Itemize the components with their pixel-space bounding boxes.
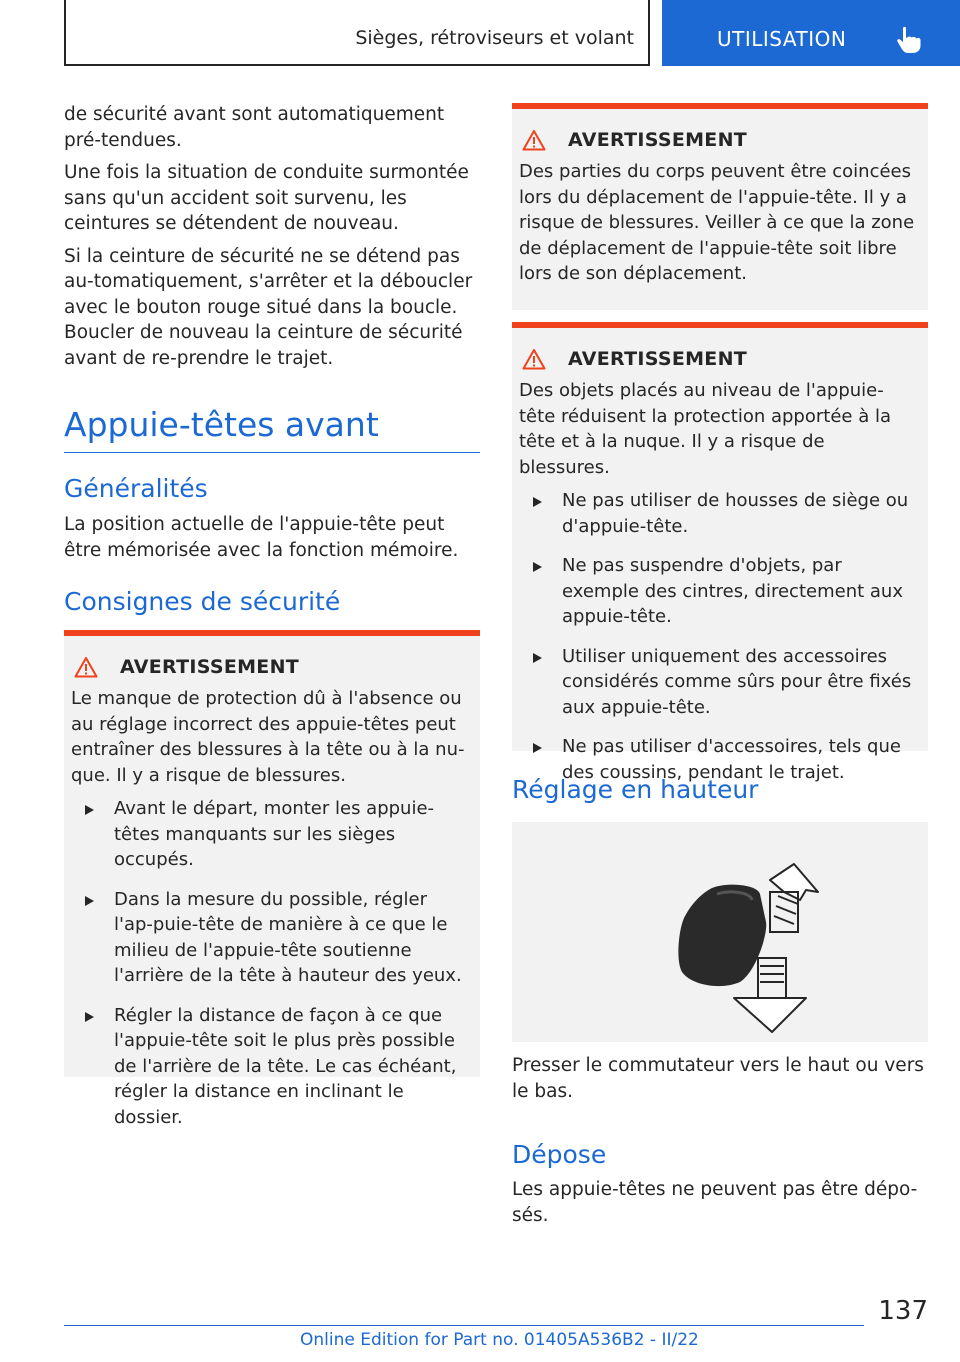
hand-pointer-icon	[895, 25, 923, 55]
list-item: Régler la distance de façon à ce que l'appuie-tête soit le plus près possible de l'arrière de la tête. Le cas échéant, régler la distance en inclinant le dossier.	[78, 1003, 470, 1131]
bullet-arrow-icon	[85, 896, 94, 906]
bullet-arrow-icon	[85, 805, 94, 815]
headrest-switch-illustration	[512, 822, 928, 1042]
warning-triangle-icon	[522, 348, 546, 370]
warning-list	[519, 488, 918, 785]
section-heading: Appuie-têtes avant	[64, 405, 379, 444]
bullet-arrow-icon	[533, 497, 542, 507]
warning-box-headrest	[64, 630, 480, 1128]
bullet-arrow-icon	[533, 743, 542, 753]
list-item: Utiliser uniquement des accessoires considérés comme sûrs pour être fixés aux appuie-tête.	[526, 644, 918, 721]
removal-text: Les appuie-têtes ne peuvent pas être dépo-sés.	[512, 1179, 918, 1226]
header-section-title: Sièges, rétroviseurs et volant	[355, 27, 634, 49]
headrest-switch-image	[512, 822, 928, 1042]
header-chapter-title: UTILISATION	[717, 27, 847, 51]
footer-edition: Online Edition for Part no. 01405A536B2 - II/22	[300, 1330, 699, 1350]
bullet-arrow-icon	[533, 653, 542, 663]
list-item: Ne pas utiliser d'accessoires, tels que des coussins, pendant le trajet.	[526, 734, 918, 785]
height-adjust-text: Presser le commutateur vers le haut ou vers le bas.	[512, 1055, 924, 1102]
intro-paragraph-1: de sécurité avant sont automatiquement pré-tendues.	[64, 104, 445, 151]
safety-title: Consignes de sécurité	[64, 587, 341, 616]
warning-triangle-icon	[522, 129, 546, 151]
list-item: Ne pas utiliser de housses de siège ou d'appuie-tête.	[526, 488, 918, 539]
warning-text: Des parties du corps peuvent être coincées lors du déplacement de l'appuie-tête. Il y a risque de blessures. Veiller à ce que la zone de déplacement de l'appuie-tête soit libre lors de son déplacement.	[519, 161, 915, 284]
warning-text: Des objets placés au niveau de l'appuie-tête réduisent la protection apportée à la tête et à la nuque. Il y a risque de blessures.	[519, 380, 891, 478]
warning-list	[71, 796, 470, 1130]
warning-text: Le manque de protection dû à l'absence ou au réglage incorrect des appuie-têtes peut entraîner des blessures à la tête ou à la nu-que. Il y a risque de blessures.	[71, 688, 465, 786]
removal-title: Dépose	[512, 1140, 607, 1169]
height-adjust-title: Réglage en hauteur	[512, 775, 759, 804]
warning-label: AVERTISSEMENT	[568, 129, 748, 151]
warning-triangle-icon	[74, 656, 98, 678]
general-title: Généralités	[64, 474, 208, 503]
bullet-arrow-icon	[533, 562, 542, 572]
bullet-arrow-icon	[85, 1012, 94, 1022]
warning-label: AVERTISSEMENT	[120, 656, 300, 678]
intro-paragraph-2: Une fois la situation de conduite surmontée sans qu'un accident soit survenu, les ceintures se détendent de nouveau.	[64, 162, 469, 234]
intro-paragraph-3: Si la ceinture de sécurité ne se détend pas au-tomatiquement, s'arrêter et la déboucler avec le bouton rouge situé dans la boucle. Boucler de nouveau la ceinture de sécurité avant de re-prendre le trajet.	[64, 245, 473, 369]
list-item: Ne pas suspendre d'objets, par exemple des cintres, directement aux appuie-tête.	[526, 553, 918, 630]
header-section-box	[64, 0, 650, 66]
list-item: Dans la mesure du possible, régler l'ap-puie-tête de manière à ce que le milieu de l'appuie-tête soutienne l'arrière de la tête à hauteur des yeux.	[78, 887, 470, 989]
list-item: Avant le départ, monter les appuie-têtes manquants sur les sièges occupés.	[78, 796, 470, 873]
warning-box-objects	[512, 322, 928, 783]
general-text: La position actuelle de l'appuie-tête peut être mémorisée avec la fonction mémoire.	[64, 514, 459, 561]
header-chapter-box	[662, 0, 960, 66]
heading-divider	[64, 452, 480, 453]
warning-box-pinch	[512, 103, 928, 310]
page-number: 137	[878, 1296, 928, 1326]
footer-divider	[64, 1325, 864, 1326]
left-column	[64, 102, 480, 378]
warning-label: AVERTISSEMENT	[568, 348, 748, 370]
